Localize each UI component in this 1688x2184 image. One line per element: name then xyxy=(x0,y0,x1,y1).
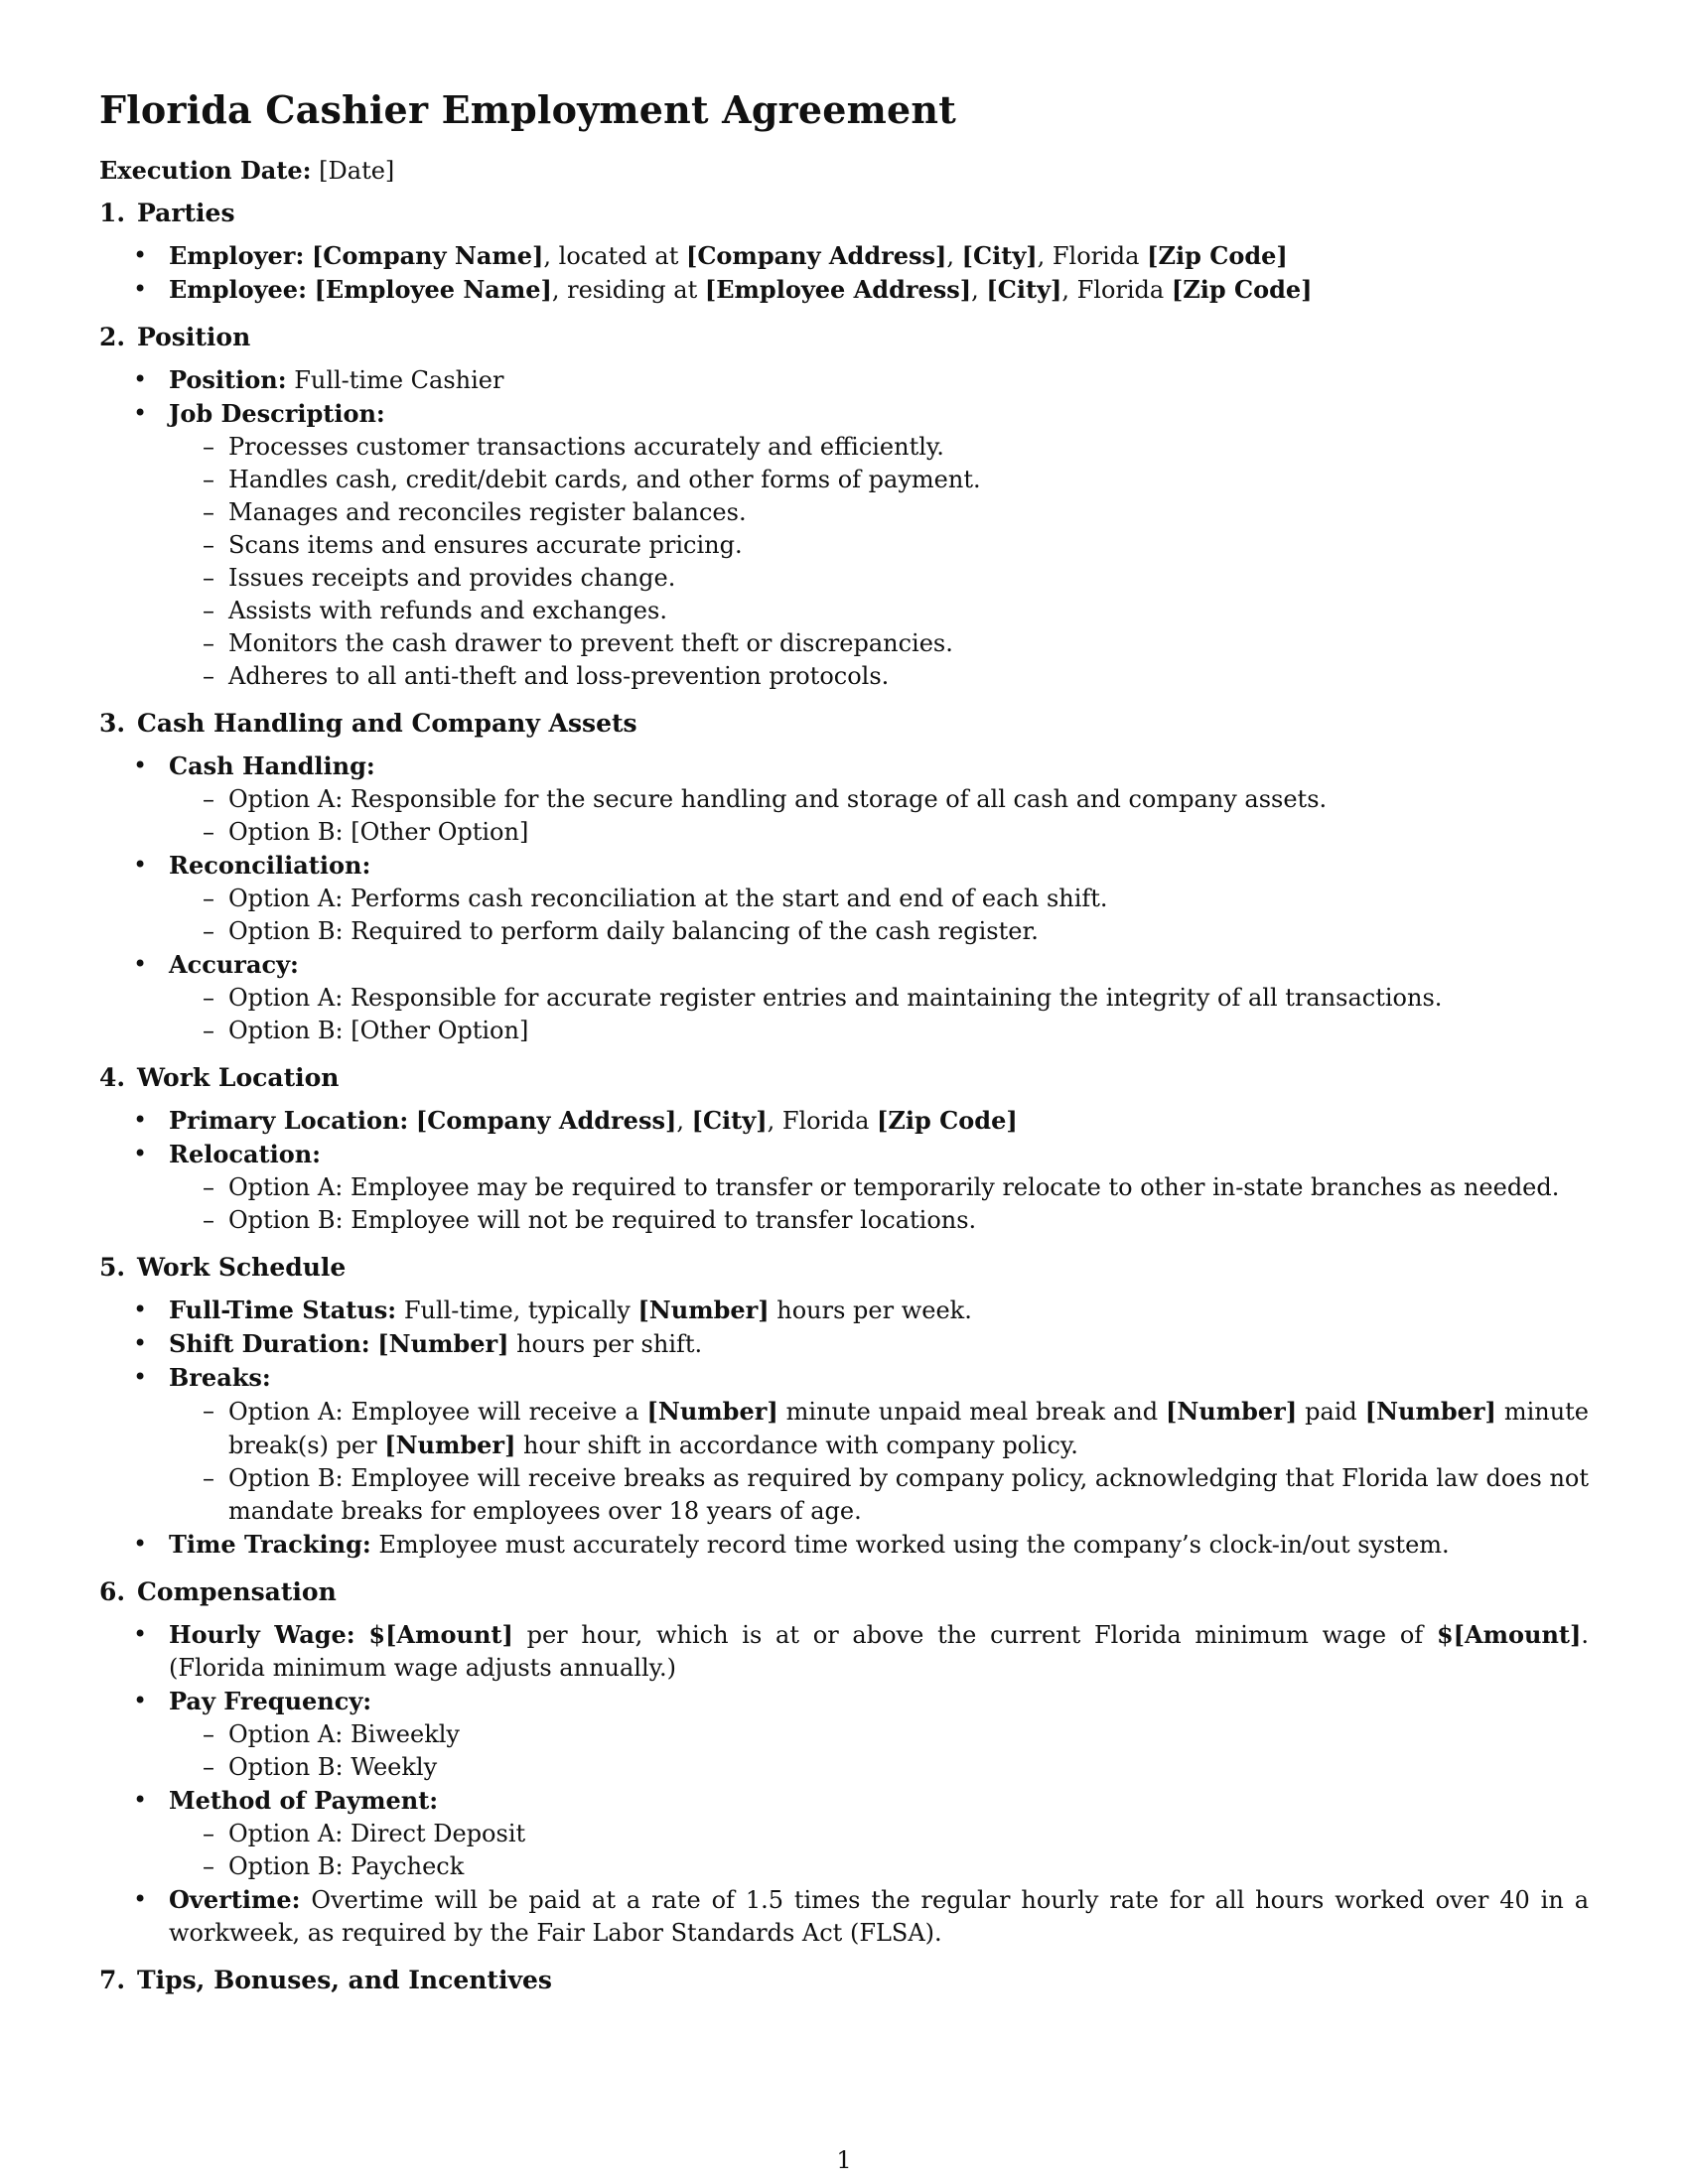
list-item: – Option A: Performs cash reconciliation at the start and end of each shift. xyxy=(199,883,1589,915)
section-parties xyxy=(99,199,1589,307)
section-title: 6. Compensation xyxy=(99,1577,337,1606)
list-item: – Option A: Employee may be required to transfer or temporarily relocate to other in-state branches as needed. xyxy=(199,1171,1589,1204)
list-item: – Handles cash, credit/debit cards, and other forms of payment. xyxy=(199,464,1589,496)
section-title: 7. Tips, Bonuses, and Incentives xyxy=(99,1966,552,1994)
document-page xyxy=(99,87,1589,2006)
section-title: 2. Position xyxy=(99,323,251,351)
work-schedule-list xyxy=(99,1294,1589,1562)
list-item: – Assists with refunds and exchanges. xyxy=(199,595,1589,627)
list-item: – Option B: [Other Option] xyxy=(199,816,1589,849)
list-item: – Option B: Employee will not be required to transfer locations. xyxy=(199,1204,1589,1237)
shift-duration-item: • Shift Duration: [Number] hours per shift. xyxy=(129,1327,1589,1361)
pay-frequency-item: • Pay Frequency: – Option A: Biweekly – Option B: Weekly xyxy=(129,1685,1589,1784)
overtime-item: • Overtime: Overtime will be paid at a rate of 1.5 times the regular hourly rate for all hours worked over 40 in a workweek, as required by the Fair Labor Standards Act (FLSA). xyxy=(129,1883,1589,1950)
execution-date-label: Execution Date: xyxy=(99,156,312,185)
section-work-location xyxy=(99,1063,1589,1237)
section-work-schedule xyxy=(99,1253,1589,1562)
relocation-item: • Relocation: – Option A: Employee may be required to transfer or temporarily relocate to other in-state branches as needed. – Option B: Employee will not be required to transfer locations. xyxy=(129,1138,1589,1237)
list-item: – Option A: Direct Deposit xyxy=(199,1818,1589,1850)
list-item: – Option B: Paycheck xyxy=(199,1850,1589,1883)
section-title: 5. Work Schedule xyxy=(99,1253,347,1282)
list-item: – Option A: Employee will receive a [Number] minute unpaid meal break and [Number] paid [Number] minute break(s) per [Number] hour shift in accordance with company policy. xyxy=(199,1395,1589,1462)
list-item: – Option A: Biweekly xyxy=(199,1718,1589,1751)
list-item: – Option B: Employee will receive breaks as required by company policy, acknowledging that Florida law does not mandate breaks for employees over 18 years of age. xyxy=(199,1462,1589,1528)
section-tips-bonuses xyxy=(99,1966,1589,1994)
full-time-status-item: • Full-Time Status: Full-time, typically [Number] hours per week. xyxy=(129,1294,1589,1327)
list-item: – Adheres to all anti-theft and loss-prevention protocols. xyxy=(199,660,1589,693)
cash-handling-item: • Cash Handling: – Option A: Responsible for the secure handling and storage of all cash and company assets. – Option B: [Other Option] xyxy=(129,750,1589,849)
job-description-item: • Job Description: – Processes customer transactions accurately and efficiently. – Handles cash, credit/debit cards, and other forms of payment. – Manages and reconciles register balances. – Scans items and ensures accurate pricing. – Issues receipts and provides change. – Assists with refunds and exchanges. – Monitors the cash drawer to prevent theft or discrepancies. – Adheres to all anti-theft and loss-prevention protocols. xyxy=(129,397,1589,693)
list-item: – Issues receipts and provides change. xyxy=(199,562,1589,595)
list-item: – Manages and reconciles register balances. xyxy=(199,496,1589,529)
document-title: Florida Cashier Employment Agreement xyxy=(99,87,956,132)
list-item: – Monitors the cash drawer to prevent theft or discrepancies. xyxy=(199,627,1589,660)
execution-date xyxy=(99,156,1589,185)
section-title: 1. Parties xyxy=(99,199,235,227)
reconciliation-item: • Reconciliation: – Option A: Performs cash reconciliation at the start and end of each shift. – Option B: Required to perform daily balancing of the cash register. xyxy=(129,849,1589,948)
employee-item: • Employee: [Employee Name], residing at [Employee Address], [City], Florida [Zip Code] xyxy=(129,273,1589,307)
time-tracking-item: • Time Tracking: Employee must accurately record time worked using the company’s clock-in/out system. xyxy=(129,1528,1589,1562)
parties-list xyxy=(99,239,1589,307)
compensation-list xyxy=(99,1618,1589,1950)
list-item: – Option B: Weekly xyxy=(199,1751,1589,1784)
page-number: 1 xyxy=(836,2146,852,2174)
position-list xyxy=(99,363,1589,693)
section-position xyxy=(99,323,1589,693)
hourly-wage-item: • Hourly Wage: $[Amount] per hour, which is at or above the current Florida minimum wage of $[Amount]. (Florida minimum wage adjusts annually.) xyxy=(129,1618,1589,1685)
method-of-payment-item: • Method of Payment: – Option A: Direct Deposit – Option B: Paycheck xyxy=(129,1784,1589,1883)
job-description-list xyxy=(169,431,1589,693)
accuracy-item: • Accuracy: – Option A: Responsible for accurate register entries and maintaining the integrity of all transactions. – Option B: [Other Option] xyxy=(129,948,1589,1047)
execution-date-value: [Date] xyxy=(319,157,395,185)
section-title: 3. Cash Handling and Company Assets xyxy=(99,709,637,738)
position-item: • Position: Full-time Cashier xyxy=(129,363,1589,397)
list-item: – Option B: Required to perform daily balancing of the cash register. xyxy=(199,915,1589,948)
work-location-list xyxy=(99,1104,1589,1237)
employer-item: • Employer: [Company Name], located at [Company Address], [City], Florida [Zip Code] xyxy=(129,239,1589,273)
section-cash-handling xyxy=(99,709,1589,1047)
primary-location-item: • Primary Location: [Company Address], [City], Florida [Zip Code] xyxy=(129,1104,1589,1138)
list-item: – Processes customer transactions accurately and efficiently. xyxy=(199,431,1589,464)
list-item: – Option B: [Other Option] xyxy=(199,1015,1589,1047)
section-title: 4. Work Location xyxy=(99,1063,340,1092)
list-item: – Scans items and ensures accurate pricing. xyxy=(199,529,1589,562)
list-item: – Option A: Responsible for accurate register entries and maintaining the integrity of all transactions. xyxy=(199,982,1589,1015)
breaks-item: • Breaks: – Option A: Employee will receive a [Number] minute unpaid meal break and [Number] paid [Number] minute break(s) per [Number] hour shift in accordance with company policy. – Option B: Employee will receive breaks as required by company policy, acknowledging that Florida law does not mandate breaks for employees over 18 years of age. xyxy=(129,1361,1589,1528)
section-compensation xyxy=(99,1577,1589,1950)
list-item: – Option A: Responsible for the secure handling and storage of all cash and company assets. xyxy=(199,783,1589,816)
cash-handling-list xyxy=(99,750,1589,1047)
